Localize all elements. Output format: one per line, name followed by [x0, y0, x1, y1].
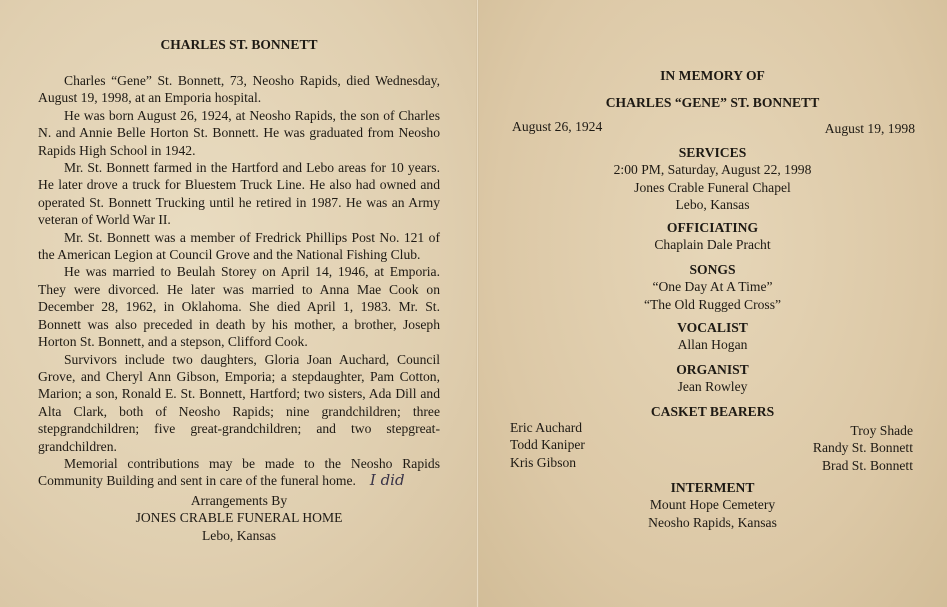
arrangements-line: JONES CRABLE FUNERAL HOME — [135, 510, 343, 526]
services-section — [478, 144, 947, 214]
casket-bearers-heading: CASKET BEARERS — [650, 404, 775, 419]
obituary-paragraph: He was married to Beulah Storey on April 14, 1946, at Emporia. They were divorced. He later was married to Anna Mae Cook on December 28, 1962, in Oklahoma. She died April 1, 1983. Mr. St. Bonnett was also preceded in death by his mother, a brother, Joseph Horton St. Bonnett, and a stepson, Clifford Cook. — [38, 264, 440, 350]
casket-bearers-right — [813, 422, 913, 474]
arrangements-line: Arrangements By — [190, 493, 288, 508]
section-heading: ORGANIST — [676, 362, 749, 377]
death-date: August 19, 1998 — [824, 121, 915, 136]
memorial-text: Memorial contributions may be made to the Neosho Rapids Community Building and sent in care of the funeral home. — [38, 455, 440, 489]
bearer-name: Kris Gibson — [510, 454, 577, 470]
obituary-paragraph: Mr. St. Bonnett was a member of Fredrick Phillips Post No. 121 of the American Legion at Council Grove and the National Fishing Club. — [38, 229, 440, 263]
section-line: Jones Crable Funeral Chapel — [634, 179, 791, 195]
organist-section — [478, 361, 947, 396]
section-line: Allan Hogan — [677, 337, 748, 353]
section-heading: VOCALIST — [677, 320, 748, 335]
section-line: Jean Rowley — [677, 379, 748, 395]
birth-date: August 26, 1924 — [512, 119, 603, 134]
memory-heading: IN MEMORY OF — [660, 68, 765, 83]
officiating-section — [478, 219, 947, 254]
arrangements-line: Lebo, Kansas — [202, 527, 276, 543]
section-line: “One Day At A Time” — [652, 279, 773, 295]
obituary-paragraph — [38, 455, 440, 490]
section-heading: INTERMENT — [670, 480, 755, 495]
name-heading: CHARLES “GENE” ST. BONNETT — [605, 95, 820, 110]
section-line: Neosho Rapids, Kansas — [648, 514, 777, 530]
vocalist-section — [478, 319, 947, 354]
interment-section — [478, 479, 947, 531]
obituary-title: CHARLES ST. BONNETT — [160, 37, 318, 52]
casket-bearers-left — [510, 419, 585, 471]
obituary-paragraph: Mr. St. Bonnett farmed in the Hartford and Lebo areas for 10 years. He later drove a truck for Bluestem Truck Line. He also had owned and operated St. Bonnett Trucking until he retired in 1987. He was an Army veteran of World War II. — [38, 160, 440, 228]
section-heading: SONGS — [689, 262, 736, 277]
section-line: Chaplain Dale Pracht — [654, 237, 771, 253]
section-line: Mount Hope Cemetery — [649, 497, 776, 513]
obituary-paragraph: Charles “Gene” St. Bonnett, 73, Neosho Rapids, died Wednesday, August 19, 1998, at an Emporia hospital. — [38, 73, 440, 106]
arrangements — [0, 492, 478, 544]
bearer-name: Randy St. Bonnett — [812, 440, 913, 456]
obituary-body — [38, 72, 440, 490]
right-page — [478, 0, 947, 607]
songs-section — [478, 261, 947, 313]
section-heading: OFFICIATING — [666, 220, 759, 235]
section-line: 2:00 PM, Saturday, August 22, 1998 — [613, 162, 812, 178]
page-fold — [476, 0, 479, 607]
bearer-name: Eric Auchard — [510, 420, 583, 435]
bearer-name: Todd Kaniper — [510, 437, 585, 453]
bearer-name: Troy Shade — [850, 423, 913, 438]
obituary-paragraph: Survivors include two daughters, Gloria Joan Auchard, Council Grove, and Cheryl Ann Gibson, Emporia; a stepdaughter, Pam Cotton, Marion; a son, Ronald E. St. Bonnett, Hartford; two sisters, Ada Dill and Alta Clark, both of Neosho Rapids; nine grandchildren; three stepgrandchildren; five great-grandchildren; and two stepgreat-grandchildren. — [38, 351, 440, 454]
section-line: “The Old Rugged Cross” — [643, 296, 782, 312]
obituary-paragraph: He was born August 26, 1924, at Neosho Rapids, the son of Charles N. and Annie Belle Horton St. Bonnett. He was graduated from Neosho Rapids High School in 1942. — [38, 107, 440, 158]
section-heading: SERVICES — [678, 145, 747, 160]
handwritten-note: I did — [369, 471, 405, 490]
bearer-name: Brad St. Bonnett — [821, 457, 913, 473]
section-line: Lebo, Kansas — [675, 197, 750, 213]
